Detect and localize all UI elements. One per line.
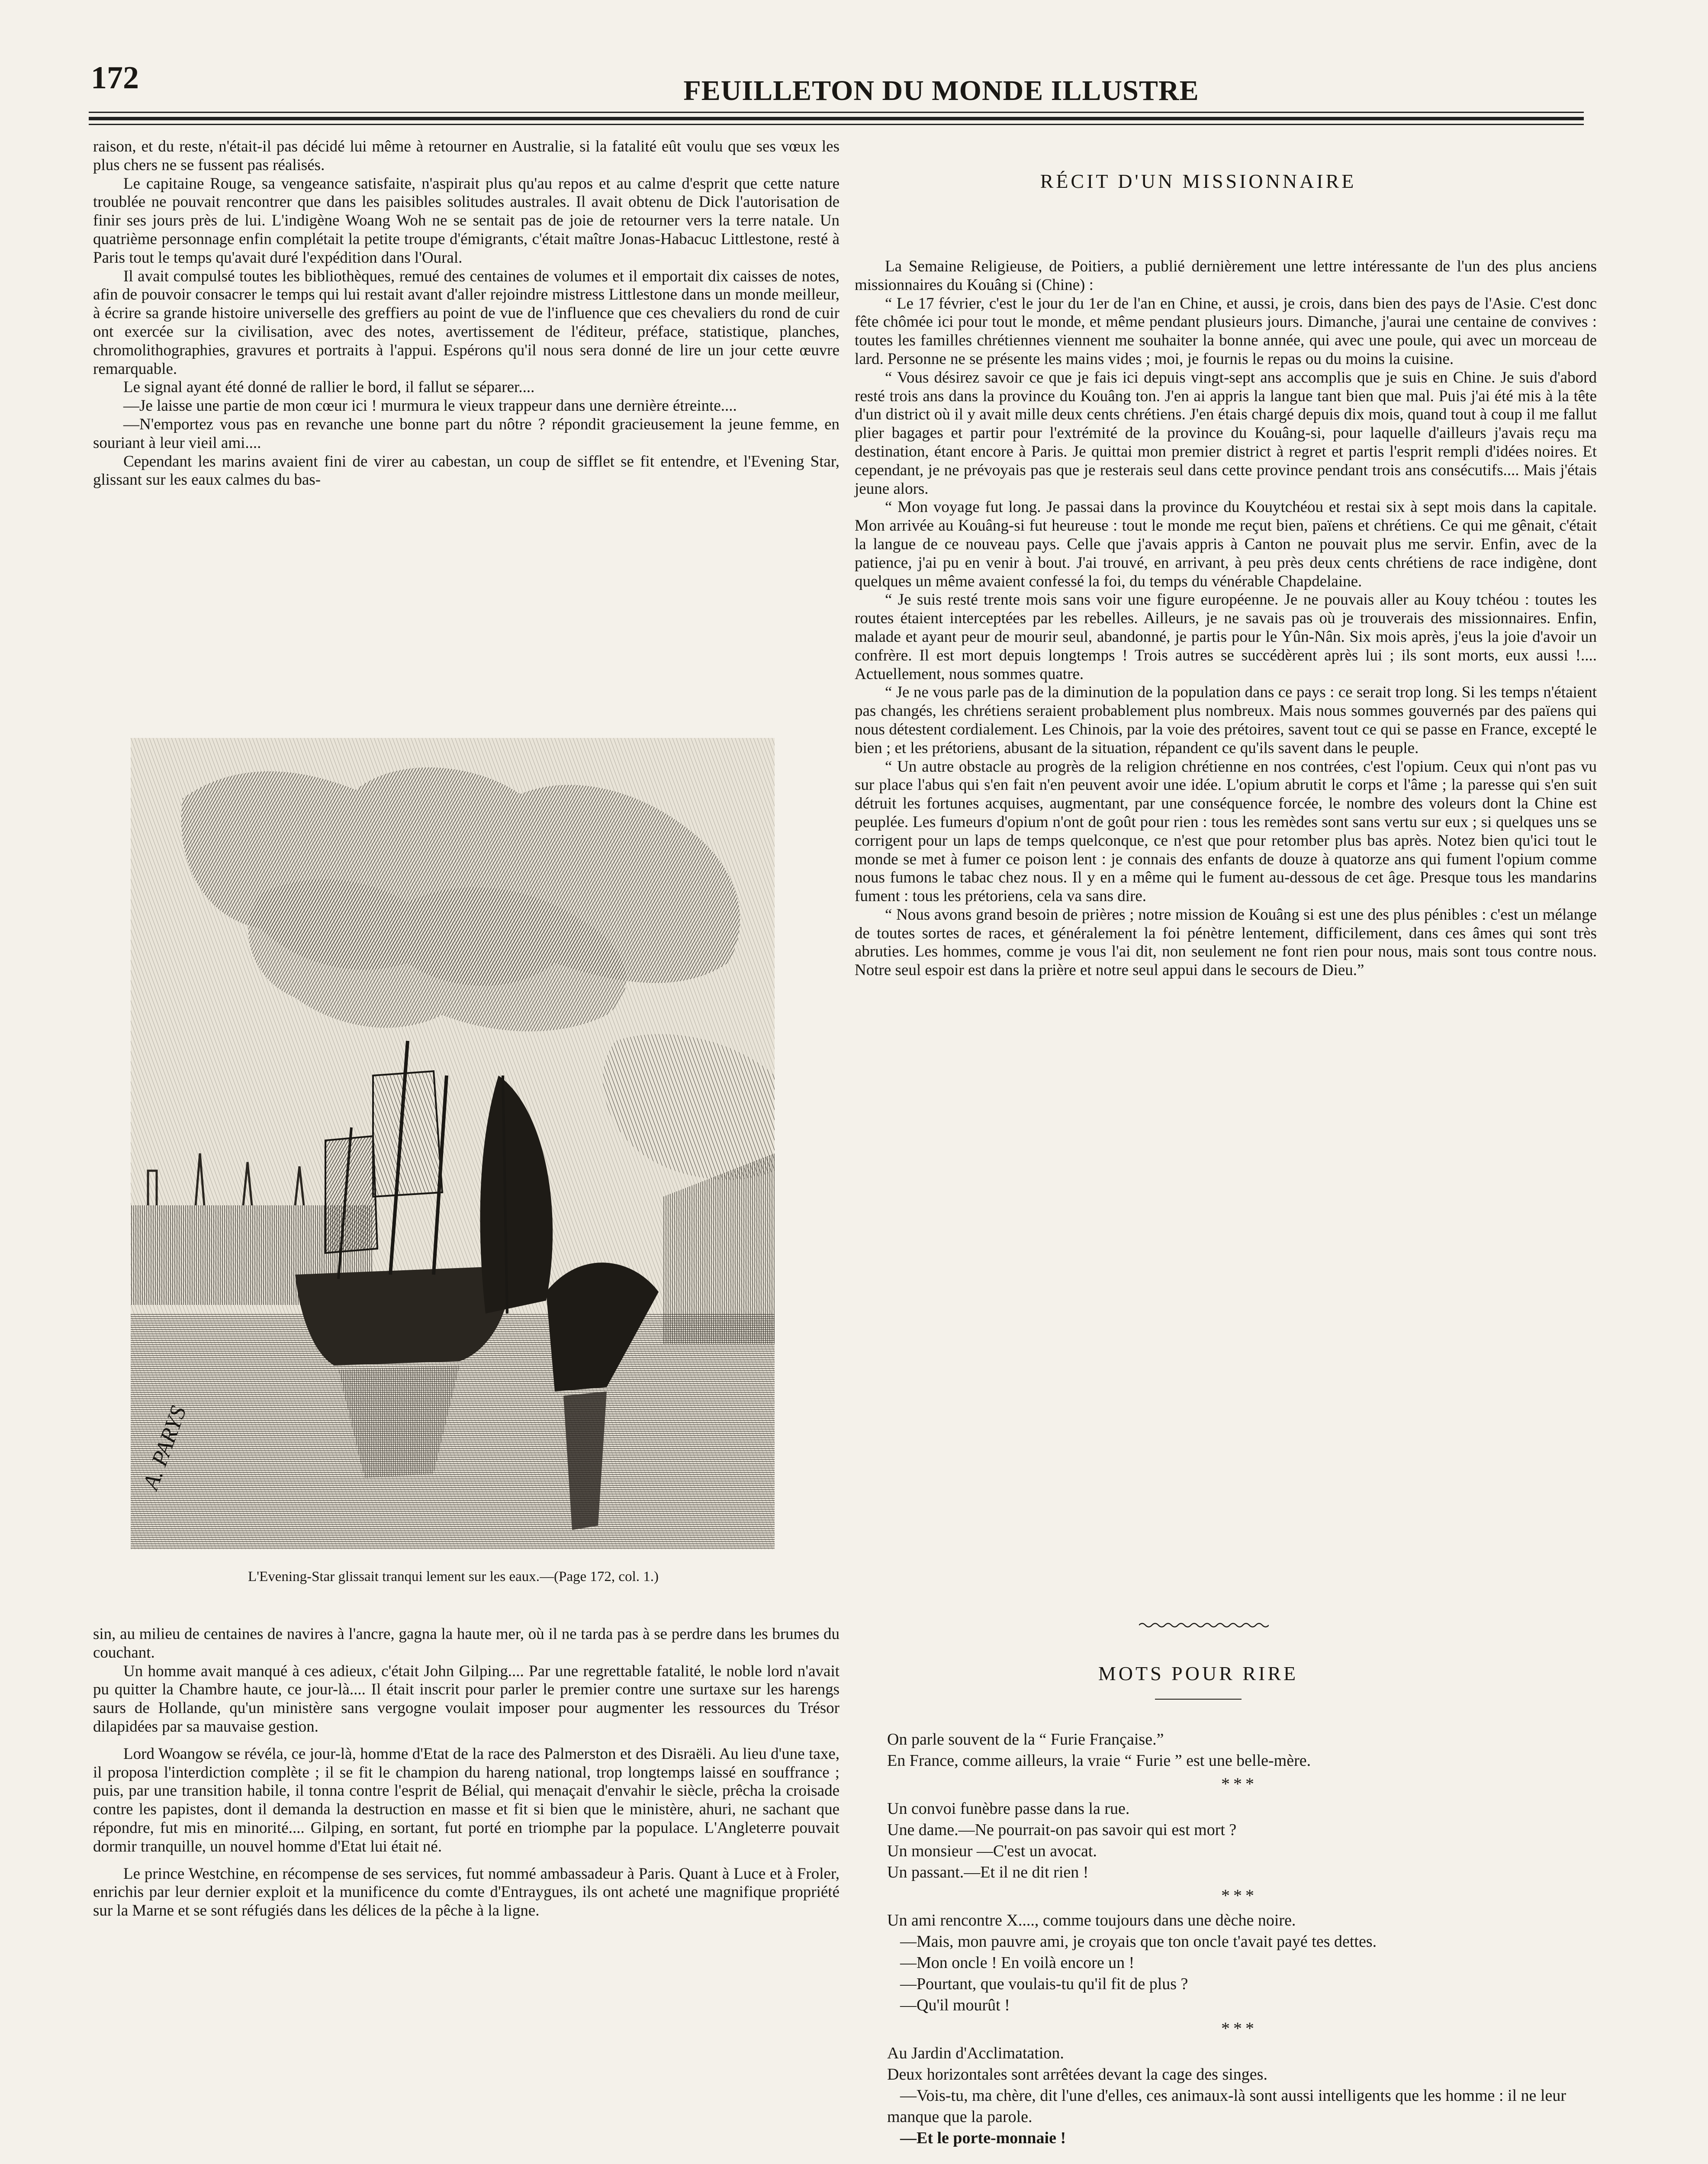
paragraph: “ Mon voyage fut long. Je passai dans la province du Kouytchéou et restai six à sept mois dans la capitale. Mon arrivée au Kouâng-si fut heureuse : tout le monde me reçut bien, païens et chrétiens. Ce qui me gênait, c'était la langue de ce nouveau pays. Celle que j'avais appris à Canton ne pouvait plus me servir. Enfin, avec de la patience, j'ai pu en venir à bout. J'ai trouvé, en arrivant, à peu près deux cents chrétiens de race indigène, dont quelques un même avaient confessé la foi, du temps du vénérable Chapdelaine. (855, 498, 1597, 590)
page-number: 172 (91, 60, 139, 96)
ship-engraving-illustration (131, 738, 775, 1549)
joke-line: —Pourtant, que voulais-tu qu'il fit de plus ? (900, 1975, 1188, 1993)
paragraph: Lord Woangow se révéla, ce jour-là, homme d'Etat de la race des Palmerston et des Disraëli. Au lieu d'une taxe, il proposa l'interdiction complète ; il se fit le champion du hareng national, trop longtemps laissé en souffrance ; puis, par une transition habile, il tonna contre l'esprit de Bélial, qui menaçait d'envahir le siècle, prêcha la croisade contre les papistes, dont il demanda la destruction en masse et fit si bien que le ministère, ahuri, ne sachant que répondre, fut mis en minorité.... Gilping, en sortant, fut porté en triomphe par la populace. L'Angleterre pouvait dormir tranquille, un nouvel homme d'Etat lui était né. (93, 1745, 840, 1855)
artist-signature: A. PARYS (138, 1403, 191, 1493)
joke-line: Un convoi funèbre passe dans la rue. (887, 1800, 1130, 1818)
right-column-article (855, 258, 1597, 980)
header-rule-thin-lower (89, 124, 1584, 125)
jokes-heading: MOTS POUR RIRE (1098, 1662, 1299, 1684)
paragraph: “ Vous désirez savoir ce que je fais ici depuis vingt-sept ans accomplis que je suis en Chine. Je suis d'abord resté trois ans dans la province du Kouâng ton. J'en ai appris la langue tant bien que mal. Puis j'ai été mis à la tête d'un district où il y avait mille deux cents chrétiens. J'en étais chargé depuis dix mois, quand tout à coup il me fallut plier bagages et partir pour l'extrémité de la province du Kouâng-si, pour laquelle d'ailleurs j'avais reçu ma destination, étant encore à Paris. Je quittai mon premier district à regret et partis l'esprit rempli d'idées noires. Et cependant, je ne prévoyais pas que je resterais seul dans cette province pendant trois ans consécutifs.... Mais j'étais jeune alors. (855, 368, 1597, 498)
paragraph: Le prince Westchine, en récompense de ses services, fut nommé ambassadeur à Paris. Quant à Luce et à Froler, enrichis par leur dernier exploit et la munificence du comte d'Entraygues, ils ont acheté une magnifique propriété sur la Marne et se sont réfugiés dans les délices de la pêche à la ligne. (93, 1865, 840, 1920)
paragraph: Cependant les marins avaient fini de virer au cabestan, un coup de sifflet se fit entendre, et l'Evening Star, glissant sur les eaux calmes du bas- (93, 452, 840, 489)
paragraph: “ Nous avons grand besoin de prières ; notre mission de Kouâng si est une des plus pénibles : c'est un mélange de toutes sortes de races, et généralement la foi pénètre lentement, difficilement, dans ces âmes qui sont très abruties. Les hommes, comme je vous l'ai dit, non seulement ne font rien pour nous, mais sont tous contre nous. Notre seul espoir est dans la prière et notre seul appui dans le secours de Dieu.” (855, 905, 1597, 979)
joke-block (887, 1910, 1588, 2016)
wavy-divider (1139, 1621, 1269, 1629)
asterism-separator: * * * (1221, 1886, 1254, 1905)
joke-line: Au Jardin d'Acclimatation. (887, 2044, 1064, 2062)
paragraph: “ Le 17 février, c'est le jour du 1er de l'an en Chine, et aussi, je crois, dans bien des pays de l'Asie. C'est donc fête chômée ici pour tout le monde, et même pendant plusieurs jours. Dimanche, j'aurai une centaine de convives : toutes les familles chrétiennes viennent me souhaiter la bonne année, qui avec une poule, qui avec un morceau de lard. Personne ne se présente les mains vides ; moi, je fournis le repas ou du moins la cuisine. (855, 294, 1597, 368)
paragraph: “ Un autre obstacle au progrès de la religion chrétienne en nos contrées, c'est l'opium. Ceux qui n'ont pas vu sur place l'abus qui s'en fait n'en peuvent avoir une idée. L'opium abrutit le corps et l'âme ; la paresse qui s'en suit détruit les fortunes acquises, augmentant, par une conséquence forcée, le nombre des voleurs dont la Chine est peuplée. Les fumeurs d'opium n'ont de goût pour rien : tous les remèdes sont sans vertu sur eux ; si quelques uns se corrigent pour un laps de temps quelconque, ce n'est que pour retomber plus bas après. Notez bien qu'ici tout le monde se met à fumer ce poison lent : je connais des enfants de douze à quatorze ans qui fument l'opium comme nous fumons le tabac chez nous. Il y en a même qui le fument au-dessous de cet âge. Presque tous les mandarins fument : tous les prétoriens, cela va sans dire. (855, 757, 1597, 905)
paragraph: —Je laisse une partie de mon cœur ici ! murmura le vieux trappeur dans une dernière étreinte.... (123, 397, 737, 415)
heading-underline (1155, 1697, 1242, 1702)
joke-line: En France, comme ailleurs, la vraie “ Furie ” est une belle-mère. (887, 1752, 1311, 1770)
masthead: FEUILLETON DU MONDE ILLUSTRE (683, 75, 1199, 106)
joke-block (887, 1798, 1588, 1883)
paragraph: La Semaine Religieuse, de Poitiers, a publié dernièrement une lettre intéressante de l'un des plus anciens missionnaires du Kouâng si (Chine) : (855, 258, 1597, 294)
joke-line: Deux horizontales sont arrêtées devant la cage des singes. (887, 2065, 1267, 2083)
joke-block (887, 2043, 1588, 2149)
article-heading: RÉCIT D'UN MISSIONNAIRE (1040, 170, 1357, 192)
left-column-top (93, 138, 840, 489)
paragraph: —N'emportez vous pas en revanche une bonne part du nôtre ? répondit gracieusement la jeune femme, en souriant à leur vieil ami.... (93, 415, 840, 452)
illustration-caption: L'Evening-Star glissait tranqui lement sur les eaux.—(Page 172, col. 1.) (248, 1569, 659, 1584)
paragraph: sin, au milieu de centaines de navires à l'ancre, gagna la haute mer, où il ne tarda pas à se perdre dans les brumes du couchant. (93, 1625, 840, 1662)
paragraph: Il avait compulsé toutes les bibliothèques, remué des centaines de volumes et il emportait dix caisses de notes, afin de pouvoir consacrer le temps qui lui restait avant d'aller rejoindre mistress Littlestone dans un monde meilleur, à écrire sa grande histoire universelle des greffiers au point de vue de l'influence que ces chevaliers du rond de cuir ont exercée sur la civilisation, avec des notes, avertissement de l'éditeur, préface, statistique, planches, chromolithographies, gravures et portraits à l'appui. Espérons qu'il nous sera donné de lire un jour cette œuvre remarquable. (93, 267, 840, 378)
joke-line: —Qu'il mourût ! (900, 1996, 1010, 2014)
header-rule-thin (89, 112, 1584, 113)
joke-line: On parle souvent de la “ Furie Française.” (887, 1730, 1164, 1749)
joke-line: —Mais, mon pauvre ami, je croyais que ton oncle t'avait payé tes dettes. (900, 1932, 1377, 1951)
asterism-separator: * * * (1221, 1774, 1254, 1794)
paragraph: Le signal ayant été donné de rallier le bord, il fallut se séparer.... (123, 378, 535, 396)
joke-line: —Et le porte-monnaie ! (900, 2129, 1066, 2147)
joke-line: —Vois-tu, ma chère, dit l'une d'elles, ces animaux-là sont aussi intelligents que les homme : il ne leur manque que la parole. (887, 2087, 1566, 2126)
joke-line: Un ami rencontre X...., comme toujours dans une dèche noire. (887, 1911, 1296, 1929)
joke-line: Un passant.—Et il ne dit rien ! (887, 1863, 1089, 1881)
joke-block (887, 1729, 1588, 1771)
jokes-section (887, 1729, 1588, 2149)
paragraph: Le capitaine Rouge, sa vengeance satisfaite, n'aspirait plus qu'au repos et au calme d'esprit que cette nature troublée ne pouvait rencontrer que dans les paisibles solitudes australes. Il avait obtenu de Dick l'autorisation de finir ses jours près de lui. L'indigène Woang Woh ne se sentait pas de joie de retourner vers la terre natale. Un quatrième personnage enfin complétait la petite troupe d'émigrants, c'était maître Jonas-Habacuc Littlestone, resté à Paris tout le temps qu'avait duré l'expédition dans l'Oural. (93, 174, 840, 267)
header-rule-thick (89, 117, 1584, 120)
paragraph: “ Je ne vous parle pas de la diminution de la population dans ce pays : ce serait trop long. Si les temps n'étaient pas changés, les chrétiens seraient probablement plus nombreux. Mais nous sommes gouvernés par des païens qui nous détestent cordialement. Les Chinois, par la voie des prétoires, savent tout ce qui se passe en France, excepté le bien ; et les prétoriens, abusant de la situation, répandent ce qu'ils savent dans le peuple. (855, 683, 1597, 757)
asterism-separator: * * * (1221, 2019, 1254, 2038)
joke-line: —Mon oncle ! En voilà encore un ! (900, 1954, 1135, 1972)
paragraph: raison, et du reste, n'était-il pas décidé lui même à retourner en Australie, si la fatalité eût voulu que ses vœux les plus chers ne se fussent pas réalisés. (93, 138, 840, 174)
joke-line: Une dame.—Ne pourrait-on pas savoir qui est mort ? (887, 1821, 1237, 1839)
left-column-bottom (93, 1625, 840, 1920)
paragraph: “ Je suis resté trente mois sans voir une figure européenne. Je ne pouvais aller au Kouy tchéou : toutes les routes étaient interceptées par les rebelles. Ailleurs, je ne savais pas où je trouverais des missionnaires. Enfin, malade et ayant peur de mourir seul, abandonné, je partis pour le Yûn-Nân. Six mois après, j'eus la joie d'avoir un confrère. Il est mort depuis longtemps ! Trois autres se succédèrent après lui ; ils sont morts, eux aussi !.... Actuellement, nous sommes quatre. (855, 591, 1597, 683)
paragraph: Un homme avait manqué à ces adieux, c'était John Gilping.... Par une regrettable fatalité, le noble lord n'avait pu quitter la Chambre haute, ce jour-là.... Il était inscrit pour parler le premier contre une surtaxe sur les harengs saurs de Hollande, qu'un ministère sans vergogne voulait imposer pour augmenter les ressources du Trésor dilapidées par sa mauvaise gestion. (93, 1662, 840, 1736)
joke-line: Un monsieur —C'est un avocat. (887, 1842, 1097, 1860)
